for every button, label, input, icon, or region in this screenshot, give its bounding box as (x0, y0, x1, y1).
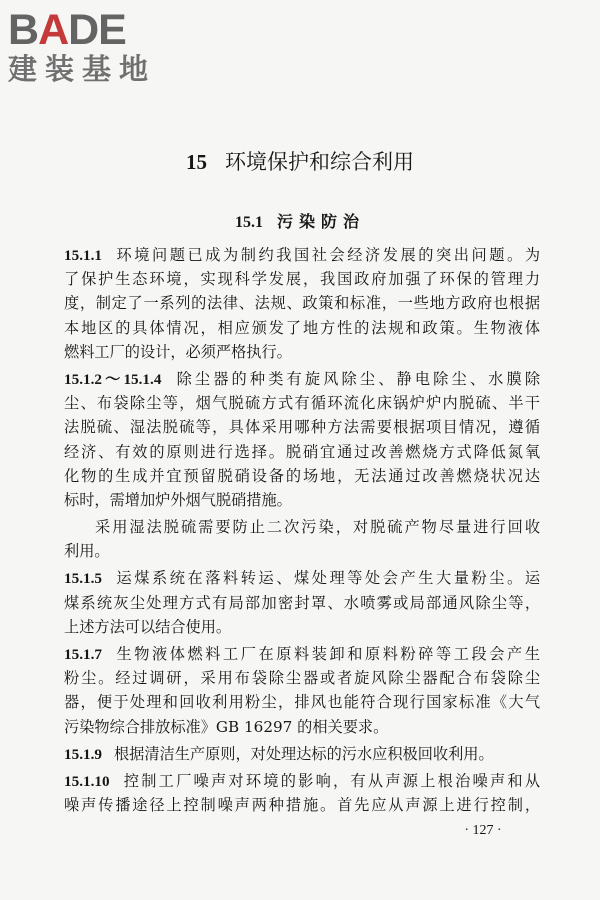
page-number: · 127 · (464, 823, 502, 838)
chapter-title-text: 环境保护和综合利用 (225, 150, 414, 174)
clause-number: 15.1.7 (64, 646, 102, 663)
paragraph-15-1-1 (64, 243, 540, 364)
text-line: 粉尘。经过调研，采用布袋除尘器或者旋风除尘器配合布袋除尘 (64, 669, 540, 688)
text-line: 标时，需增加炉外烟气脱硝措施。 (64, 490, 292, 509)
clause-number: 15.1.1 (64, 247, 102, 264)
text-line: 15.1.7 生物液体燃料工厂在原料装卸和原料粉碎等工段会产生 (64, 645, 540, 663)
text-line: 燃料工厂的设计，必须严格执行。 (64, 342, 292, 361)
clause-number: 15.1.2～15.1.4 (64, 370, 162, 388)
chapter-number: 15 (186, 150, 207, 174)
text-line: 化物的生成并宜预留脱硝设备的场地，无法通过改善燃烧状况达 (64, 466, 540, 485)
text-line: 尘、布袋除尘等，烟气脱硫方式有循环流化床锅炉炉内脱硫、半干 (64, 394, 540, 413)
bade-logo (8, 8, 178, 84)
paragraph-15-1-5 (64, 566, 540, 639)
logo-subtitle: 建装基地 (8, 52, 157, 86)
text-line: 上述方法可以结合使用。 (64, 617, 232, 636)
paragraph-15-1-9 (64, 742, 540, 766)
section-title-text: 污染防治 (276, 212, 365, 231)
paragraph-wet-desulfurization (64, 515, 540, 563)
paragraph-15-1-2-to-15-1-4 (64, 367, 540, 512)
text-line: 利用。 (64, 542, 110, 561)
paragraph-15-1-10 (64, 769, 540, 817)
text-line: 采用湿法脱硫需要防止二次污染，对脱硫产物尽量进行回收 (95, 518, 540, 537)
section-title (0, 210, 600, 235)
chapter-title (0, 148, 600, 176)
clause-number: 15.1.5 (64, 570, 102, 588)
text-line: 15.1.2～15.1.4 除尘器的种类有旋风除尘、静电除尘、水膜除 (64, 369, 541, 388)
text-line: 噪声传播途径上控制噪声两种措施。首先应从声源上进行控制， (64, 796, 540, 815)
text-line: 法脱硫、湿法脱硫等，具体采用哪种方法需要根据项目情况，遵循 (64, 418, 540, 437)
text-line: 器，便于处理和回收利用粉尘，排风也能符合现行国家标准《大气 (64, 693, 540, 712)
text-line: 15.1.9 根据清洁生产原则，对处理达标的污水应积极回收利用。 (64, 744, 494, 763)
section-number: 15.1 (234, 214, 263, 231)
text-line: 污染物综合排放标准》GB 16297 的相关要求。 (64, 717, 389, 736)
text-line: 15.1.10 控制工厂噪声对环境的影响，有从声源上根治噪声和从 (64, 771, 540, 790)
paragraph-15-1-7 (64, 642, 540, 739)
body-text (64, 243, 540, 817)
text-line: 了保护生态环境，实现科学发展，我国政府加强了环保的管理力 (64, 270, 540, 289)
clause-number: 15.1.9 (64, 745, 102, 763)
text-line: 15.1.1 环境问题已成为制约我国社会经济发展的突出问题。为 (64, 246, 540, 264)
text-line: 度，制定了一系列的法律、法规、政策和标准，一些地方政府也根据 (64, 294, 540, 313)
text-line: 煤系统灰尘处理方式有局部加密封罩、水喷雾或局部通风除尘等， (64, 593, 540, 612)
clause-number: 15.1.10 (64, 772, 110, 790)
text-line: 经济、有效的原则进行选择。脱硝宜通过改善燃烧方式降低氮氧 (64, 442, 540, 461)
text-line: 本地区的具体情况，相应颁发了地方性的法规和政策。生物液体 (64, 318, 540, 337)
logo-wordmark: BADE (8, 6, 126, 54)
text-line: 15.1.5 运煤系统在落料转运、煤处理等处会产生大量粉尘。运 (64, 569, 540, 588)
